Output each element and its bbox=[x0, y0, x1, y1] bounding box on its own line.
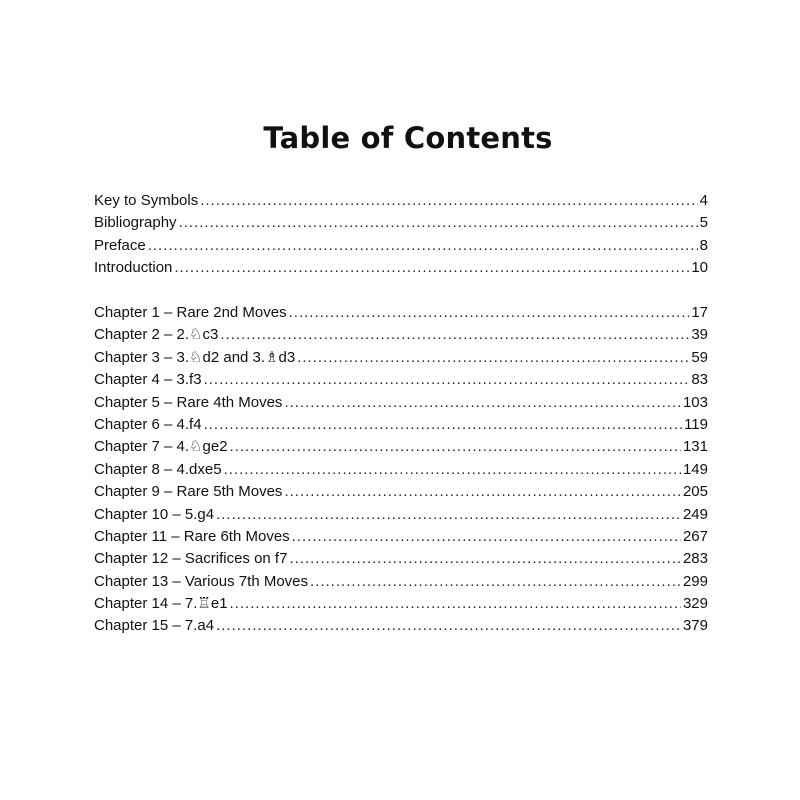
toc-entry-chapter-3 bbox=[94, 347, 708, 369]
toc-entry-label: Chapter 1 – Rare 2nd Moves bbox=[94, 304, 287, 321]
toc-entry-page: 267 bbox=[682, 527, 708, 545]
toc-entry-page: 283 bbox=[682, 550, 708, 568]
toc-entry-label: Key to Symbols bbox=[94, 192, 199, 209]
toc-entry-label: Chapter 5 – Rare 4th Moves bbox=[94, 393, 283, 411]
toc-entry-chapter-1 bbox=[94, 302, 708, 324]
dot-leader bbox=[289, 548, 681, 570]
dot-leader bbox=[284, 392, 681, 414]
toc-front-matter bbox=[94, 190, 708, 280]
toc-entry-chapter-2 bbox=[94, 324, 708, 346]
dot-leader bbox=[284, 481, 681, 503]
toc-entry-page: 10 bbox=[691, 259, 708, 277]
toc-entry-label: Chapter 14 – 7.♖e1 bbox=[94, 595, 228, 613]
toc-entry-page: 249 bbox=[682, 505, 708, 523]
page-title: Table of Contents bbox=[263, 121, 553, 155]
toc-entry-chapter-9 bbox=[94, 481, 708, 503]
toc-entry-key-to-symbols bbox=[94, 190, 708, 212]
dot-leader bbox=[224, 459, 681, 481]
toc-entry-label: Chapter 13 – Various 7th Moves bbox=[94, 572, 309, 590]
toc-entry-label: Chapter 4 – 3.f3 bbox=[94, 371, 202, 389]
toc-entry-chapter-6 bbox=[94, 414, 708, 436]
toc-entry-label: Chapter 7 – 4.♘ge2 bbox=[94, 438, 228, 456]
toc-chapters bbox=[94, 302, 708, 638]
dot-leader bbox=[204, 414, 683, 436]
toc-entry-label: Chapter 6 – 4.f4 bbox=[94, 415, 202, 433]
toc-entry-chapter-12 bbox=[94, 548, 708, 570]
dot-leader bbox=[230, 593, 681, 615]
toc-entry-page: 59 bbox=[691, 348, 708, 366]
toc-entry-label: Chapter 10 – 5.g4 bbox=[94, 505, 215, 523]
dot-leader bbox=[220, 324, 689, 346]
toc-entry-chapter-8 bbox=[94, 459, 708, 481]
toc-entry-page: 5 bbox=[699, 214, 708, 232]
toc-entry-bibliography bbox=[94, 212, 708, 234]
toc-entry-label: Chapter 3 – 3.♘d2 and 3.♗d3 bbox=[94, 348, 296, 366]
toc-entry-label: Chapter 12 – Sacrifices on f7 bbox=[94, 550, 288, 568]
toc-entry-page: 8 bbox=[699, 236, 708, 254]
toc-entry-chapter-11 bbox=[94, 526, 708, 548]
toc-entry-page: 149 bbox=[682, 460, 708, 478]
toc-entry-label: Preface bbox=[94, 236, 146, 254]
toc-entry-label: Chapter 15 – 7.a4 bbox=[94, 617, 215, 635]
toc-entry-page: 39 bbox=[691, 326, 708, 344]
dot-leader bbox=[216, 615, 681, 637]
toc-entry-page: 119 bbox=[684, 415, 708, 433]
toc-entry-page: 4 bbox=[699, 192, 708, 209]
toc-entry-preface bbox=[94, 235, 708, 257]
toc-entry-page: 17 bbox=[691, 304, 708, 321]
toc-entry-page: 205 bbox=[682, 483, 708, 501]
toc-entry-chapter-14 bbox=[94, 593, 708, 615]
toc-entry-chapter-7 bbox=[94, 436, 708, 458]
toc-entry-label: Chapter 2 – 2.♘c3 bbox=[94, 326, 219, 344]
dot-leader bbox=[297, 347, 689, 369]
dot-leader bbox=[148, 235, 698, 257]
toc-entry-chapter-4 bbox=[94, 369, 708, 391]
dot-leader bbox=[200, 190, 697, 212]
toc-entry-chapter-10 bbox=[94, 504, 708, 526]
toc-entry-page: 299 bbox=[682, 572, 708, 590]
dot-leader bbox=[204, 369, 690, 391]
dot-leader bbox=[289, 302, 690, 324]
toc-entry-page: 103 bbox=[682, 393, 708, 411]
toc-entry-page: 83 bbox=[691, 371, 708, 389]
toc-entry-page: 329 bbox=[682, 595, 708, 613]
toc-entry-chapter-13 bbox=[94, 571, 708, 593]
toc-entry-label: Bibliography bbox=[94, 214, 177, 232]
toc-entry-introduction bbox=[94, 257, 708, 279]
dot-leader bbox=[174, 257, 689, 279]
dot-leader bbox=[179, 212, 698, 234]
toc-entry-chapter-5 bbox=[94, 392, 708, 414]
toc-entry-label: Chapter 8 – 4.dxe5 bbox=[94, 460, 222, 478]
toc-entry-page: 131 bbox=[682, 438, 708, 456]
toc-entry-chapter-15 bbox=[94, 615, 708, 637]
dot-leader bbox=[216, 504, 681, 526]
toc-entry-label: Chapter 9 – Rare 5th Moves bbox=[94, 483, 283, 501]
dot-leader bbox=[292, 526, 681, 548]
toc-entry-label: Chapter 11 – Rare 6th Moves bbox=[94, 527, 290, 545]
dot-leader bbox=[230, 436, 681, 458]
toc-entry-page: 379 bbox=[682, 617, 708, 635]
dot-leader bbox=[310, 571, 681, 593]
toc-entry-label: Introduction bbox=[94, 259, 173, 277]
